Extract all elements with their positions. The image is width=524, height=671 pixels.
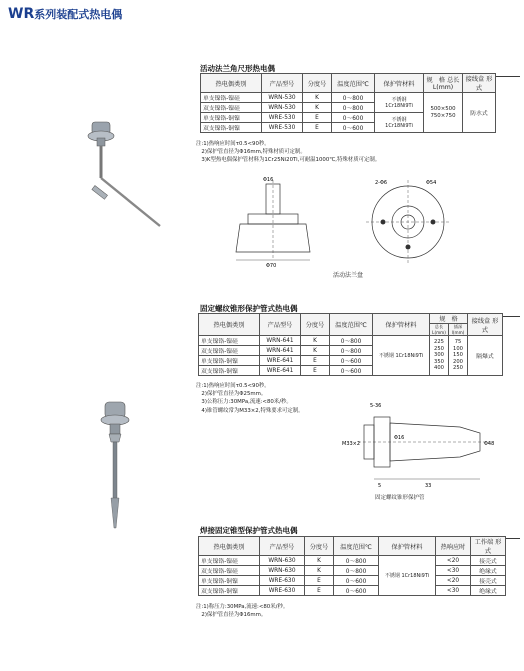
col-header: 产品型号 [260, 537, 305, 556]
cell-material: 不锈钢 1Cr18Ni9Ti [373, 336, 430, 376]
spec-L: 400 [434, 365, 444, 372]
taper-caption: 固定螺纹锥形保护管 [375, 495, 425, 501]
product-photo-taper-thermocouple [95, 398, 135, 538]
cell-box: 防水式 [463, 93, 496, 133]
col-header: 保护管材料 [375, 74, 424, 93]
cell-box: 隔爆式 [468, 336, 503, 376]
cell: WRN-530 [262, 93, 303, 103]
cell: WRE-630 [260, 586, 305, 596]
dim-f: Φ48 [484, 441, 495, 447]
spec-l: 100 [453, 345, 463, 352]
cell: E [303, 113, 332, 123]
cell: 0～800 [330, 336, 373, 346]
section1-notes [196, 140, 380, 165]
cell: 双支镍铬-铜镍 [201, 123, 262, 133]
cell: <20 [436, 556, 471, 566]
table-row [199, 556, 506, 566]
col-header: 工作端 形 式 [471, 537, 506, 556]
col-header: 保护管材料 [379, 537, 436, 556]
col-subheader: 总长 L(mm) [430, 324, 449, 336]
cell: 0～600 [334, 586, 379, 596]
cell: 单支镍铬-铜镍 [199, 356, 260, 366]
cell: 单支镍铬-铜镍 [201, 113, 262, 123]
spec-l: 200 [453, 358, 463, 365]
cell: K [301, 336, 330, 346]
title-rest: 系列装配式热电偶 [34, 8, 123, 21]
cell: WRN-530 [262, 103, 303, 113]
table-row [199, 576, 506, 586]
spec-l: 75 [454, 339, 462, 346]
col-header: 产品型号 [262, 74, 303, 93]
cell: <20 [436, 576, 471, 586]
cell: <30 [436, 566, 471, 576]
table-row [199, 336, 503, 346]
col-header: 分度号 [305, 537, 334, 556]
dim-d: 5 [378, 483, 382, 489]
col-header: 热电偶类别 [199, 537, 260, 556]
cell: WRE-630 [260, 576, 305, 586]
flange-drawing [230, 172, 460, 282]
table-header-row [199, 537, 506, 556]
cell: 单支镍铬-镍硅 [199, 336, 260, 346]
cell: 双支镍铬-镍硅 [201, 103, 262, 113]
cell: WRE-530 [262, 123, 303, 133]
cell: K [305, 566, 334, 576]
col-header: 温度范围℃ [330, 314, 373, 336]
note-line: 3)K型热电偶保护管材料为1Cr25Ni20Ti,可耐温1000℃,特殊材质可定制。 [196, 157, 381, 164]
cell-material: 不锈钢 1Cr18Ni9Ti [379, 556, 436, 596]
cell-material: 不锈钢 1Cr18Ni9Ti [375, 113, 424, 133]
section2-table [198, 313, 503, 376]
cell: E [303, 123, 332, 133]
table-row [201, 93, 496, 103]
cell: K [301, 346, 330, 356]
cell: 0～800 [334, 566, 379, 576]
note-line: 2)保护管直径为Φ16mm。 [196, 612, 267, 619]
cell: 0～800 [332, 103, 375, 113]
col-header: 分度号 [301, 314, 330, 336]
cell: 0～800 [334, 556, 379, 566]
cell: 单支镍铬-镍硅 [201, 93, 262, 103]
cell: 单支镍铬-镍硅 [199, 556, 260, 566]
spec-l: 250 [453, 365, 463, 372]
cell: 0～600 [332, 113, 375, 123]
spec-L: 225 [434, 339, 444, 346]
note-line: 注:1)称压力:30MPa,流速:<80米/秒。 [196, 604, 289, 610]
note-line: 4)锥管螺纹常为M33×2,特殊要求可定制。 [196, 407, 304, 414]
dim-e: 33 [425, 483, 432, 489]
cell: WRE-641 [260, 366, 301, 376]
taper-tube-drawing [330, 395, 510, 495]
dim-a: 5-36 [370, 403, 382, 409]
cell: 双支镍铬-镍硅 [199, 566, 260, 576]
spec-L: 300 [434, 352, 444, 359]
cell: WRN-641 [260, 336, 301, 346]
col-header: 分度号 [303, 74, 332, 93]
cell: E [305, 586, 334, 596]
table-header-row [199, 314, 503, 324]
col-header: 温度范围℃ [334, 537, 379, 556]
section2-title: 固定螺纹锥形保护管式热电偶 [200, 303, 520, 317]
col-header: 热电偶类别 [201, 74, 262, 93]
cell: E [305, 576, 334, 586]
col-header: 热电偶类别 [199, 314, 260, 336]
cell: <30 [436, 586, 471, 596]
section3-notes [196, 603, 288, 619]
page-title [8, 6, 122, 22]
cell: 绝缘式 [471, 586, 506, 596]
col-header: 规 格 [430, 314, 468, 324]
note-line: 注:1)热响应时间τ0.5<90秒。 [196, 383, 270, 389]
col-header: 规 格 总长L(mm) [424, 74, 463, 93]
cell: WRN-630 [260, 566, 305, 576]
cell: 0～800 [332, 93, 375, 103]
product-photo-angle-thermocouple [78, 118, 168, 238]
cell-spec-L [430, 336, 449, 376]
cell: WRE-530 [262, 113, 303, 123]
cell: WRN-630 [260, 556, 305, 566]
flange-caption: 活动法兰盘 [333, 272, 364, 279]
spec-l: 150 [453, 352, 463, 359]
cell: E [301, 356, 330, 366]
cell: WRE-641 [260, 356, 301, 366]
cell: 接壳式 [471, 556, 506, 566]
cell: K [303, 103, 332, 113]
note-line: 3)公称压力:30MPa,流速:<80米/秒。 [196, 399, 292, 406]
cell: 0～600 [330, 366, 373, 376]
col-subheader: 插深 l(mm) [449, 324, 468, 336]
dim-d2: Φ70 [266, 263, 277, 269]
cell-spec: 500×500 750×750 [424, 93, 463, 133]
col-header: 热响应时 [436, 537, 471, 556]
table-row [199, 586, 506, 596]
cell-spec-l [449, 336, 468, 376]
cell: K [305, 556, 334, 566]
table-header-row [201, 74, 496, 93]
col-header: 产品型号 [260, 314, 301, 336]
dim-c: Φ16 [394, 435, 405, 441]
col-header: 温度范围℃ [332, 74, 375, 93]
note-line: 注:1)热响应时间τ0.5<90秒。 [196, 141, 270, 147]
cell: 0～600 [332, 123, 375, 133]
section2-notes [196, 382, 304, 415]
dim-b: M33×2 [342, 441, 361, 447]
note-line: 2)保护管直径为Φ25mm。 [196, 391, 267, 398]
cell: K [303, 93, 332, 103]
col-header: 保护管材料 [373, 314, 430, 336]
cell: 绝缘式 [471, 566, 506, 576]
title-prefix: WR [8, 6, 35, 22]
cell: 0～800 [330, 346, 373, 356]
section3-table [198, 536, 506, 596]
cell: 双支镍铬-铜镍 [199, 586, 260, 596]
cell: 0～600 [334, 576, 379, 586]
cell: 单支镍铬-铜镍 [199, 576, 260, 586]
dim-d3: 2-Φ6 [375, 180, 388, 186]
dim-d1: Φ16 [263, 177, 274, 183]
col-header: 接线盒 形 式 [463, 74, 496, 93]
note-line: 2)保护管直径为Φ16mm,特殊材质可定制。 [196, 149, 306, 156]
spec-L: 350 [434, 358, 444, 365]
cell: 0～600 [330, 356, 373, 366]
table-row [199, 566, 506, 576]
cell: E [301, 366, 330, 376]
cell-material: 不锈钢 1Cr18Ni9Ti [375, 93, 424, 113]
cell: WRN-641 [260, 346, 301, 356]
section1-title: 活动法兰角尺形热电偶 [200, 63, 520, 77]
col-header: 接线盒 形 式 [468, 314, 503, 336]
cell: 接壳式 [471, 576, 506, 586]
cell: 双支镍铬-镍硅 [199, 346, 260, 356]
dim-d4: Φ54 [426, 180, 437, 186]
spec-L: 250 [434, 345, 444, 352]
section1-table [200, 73, 499, 133]
section3-title: 焊接固定锥型保护管式热电偶 [200, 525, 520, 539]
cell: 双支镍铬-铜镍 [199, 366, 260, 376]
